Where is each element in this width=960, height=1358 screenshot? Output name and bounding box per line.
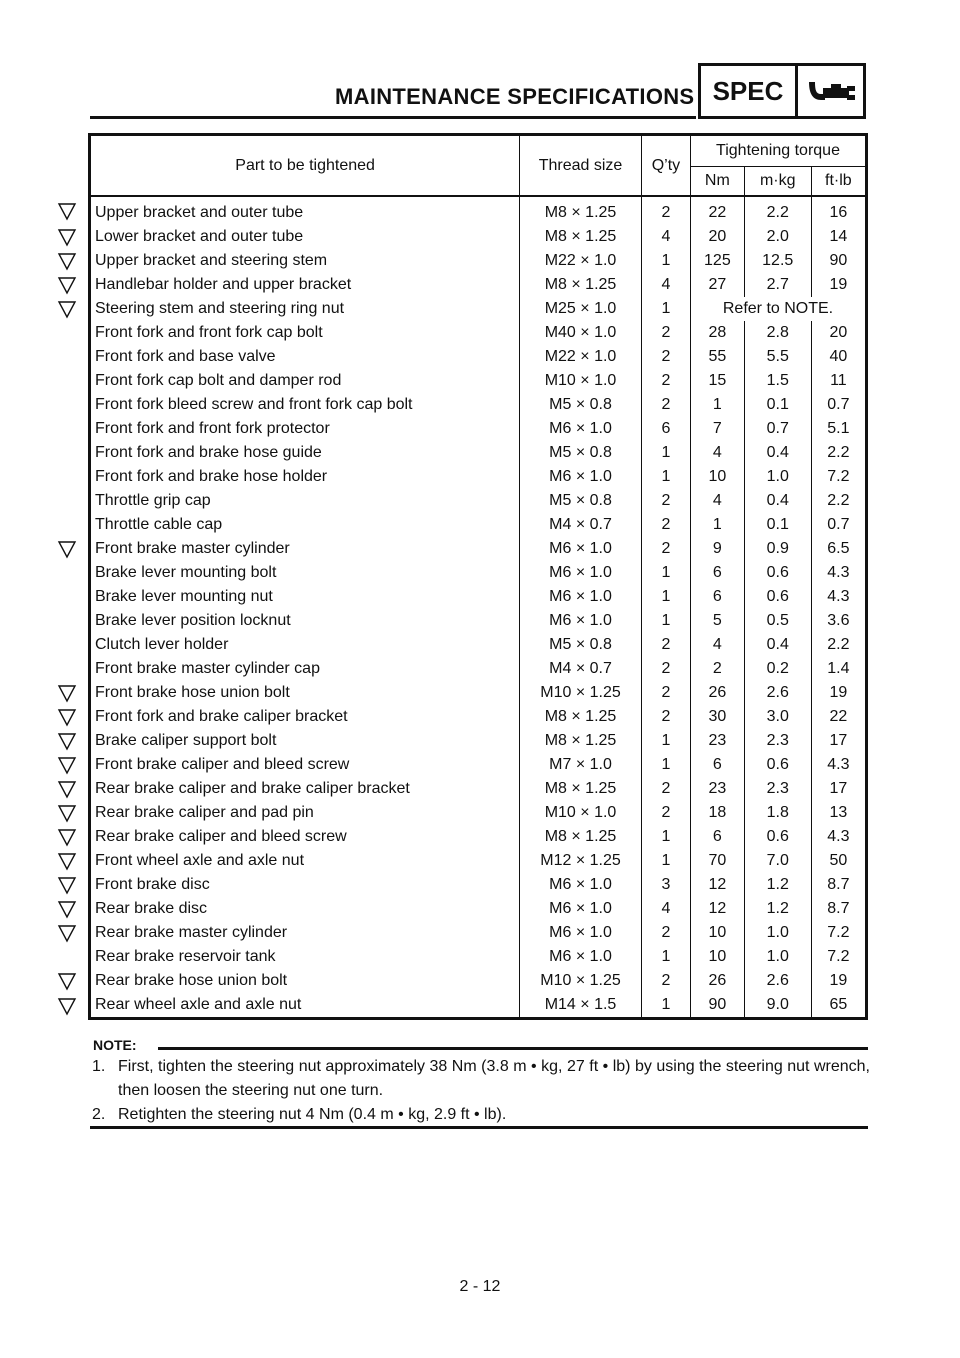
qty-cell: 2 (641, 801, 690, 825)
note-rule-bottom (90, 1126, 868, 1129)
ftlb-cell: 40 (829, 348, 848, 365)
mkg-cell: 0.2 (744, 657, 811, 681)
note-label: NOTE: (93, 1037, 137, 1053)
mkg-cell: 2.6 (744, 681, 811, 705)
thread-cell: M6 × 1.0 (520, 873, 642, 897)
thread-cell: M8 × 1.25 (520, 225, 642, 249)
qty-cell: 1 (641, 585, 690, 609)
qty-cell: 1 (641, 297, 690, 321)
part-cell: Throttle grip cap (90, 489, 520, 513)
tighten-triangle-icon (56, 275, 78, 295)
qty-cell: 2 (641, 537, 690, 561)
thread-cell: M5 × 0.8 (520, 489, 642, 513)
ftlb-cell: 0.7 (827, 396, 850, 413)
part-cell: Rear wheel axle and axle nut (90, 993, 520, 1019)
tighten-triangle-icon (56, 996, 78, 1016)
note-number: 2. (92, 1106, 106, 1123)
table-row (90, 196, 867, 225)
nm-cell: 10 (691, 921, 745, 945)
qty-cell: 2 (641, 705, 690, 729)
table-row (90, 489, 867, 513)
qty-cell: 1 (641, 849, 690, 873)
table-row (90, 561, 867, 585)
nm-cell: 7 (691, 417, 745, 441)
ftlb-cell: 7.2 (827, 468, 850, 485)
header-torque: Tightening torque (691, 135, 867, 167)
nm-cell: 12 (691, 897, 745, 921)
table-row (90, 993, 867, 1019)
section-badge (698, 63, 866, 119)
table-row (90, 417, 867, 441)
ftlb-cell: 20 (829, 324, 848, 341)
nm-cell: 70 (691, 849, 745, 873)
part-cell: Front fork and base valve (90, 345, 520, 369)
note-item (92, 1103, 870, 1127)
nm-cell: 10 (691, 945, 745, 969)
table-row (90, 537, 867, 561)
table-row (90, 585, 867, 609)
torque-table (88, 133, 868, 1020)
mkg-cell: 1.2 (744, 873, 811, 897)
table-row (90, 249, 867, 273)
table-row (90, 297, 867, 321)
part-cell: Upper bracket and outer tube (90, 196, 520, 225)
ftlb-cell: 19 (829, 276, 848, 293)
mkg-cell: 0.5 (744, 609, 811, 633)
table-row (90, 945, 867, 969)
qty-cell: 1 (641, 465, 690, 489)
qty-cell: 2 (641, 196, 690, 225)
part-cell: Handlebar holder and upper bracket (90, 273, 520, 297)
thread-cell: M10 × 1.0 (520, 369, 642, 393)
thread-cell: M10 × 1.0 (520, 801, 642, 825)
note-text: Retighten the steering nut 4 Nm (0.4 m • kg, 2.9 ft • lb). (118, 1106, 507, 1123)
thread-cell: M5 × 0.8 (520, 441, 642, 465)
mkg-cell: 0.6 (744, 825, 811, 849)
part-cell: Rear brake master cylinder (90, 921, 520, 945)
mkg-cell: 2.7 (744, 273, 811, 297)
qty-cell: 2 (641, 489, 690, 513)
part-cell: Front fork and front fork cap bolt (90, 321, 520, 345)
part-cell: Front fork and brake hose guide (90, 441, 520, 465)
nm-cell: 20 (691, 225, 745, 249)
header-rule (90, 116, 696, 119)
table-row (90, 513, 867, 537)
part-cell: Front fork and front fork protector (90, 417, 520, 441)
torque-note-cell: Refer to NOTE. (722, 300, 834, 317)
header-ftlb: ft·lb (825, 172, 852, 189)
nm-cell: 23 (691, 729, 745, 753)
part-cell: Front fork bleed screw and front fork cap bolt (90, 393, 520, 417)
thread-cell: M6 × 1.0 (520, 465, 642, 489)
thread-cell: M4 × 0.7 (520, 657, 642, 681)
mkg-cell: 1.0 (744, 921, 811, 945)
ftlb-cell: 14 (829, 228, 848, 245)
part-cell: Brake lever position locknut (90, 609, 520, 633)
ftlb-cell: 0.7 (827, 516, 850, 533)
nm-cell: 90 (691, 993, 745, 1019)
thread-cell: M8 × 1.25 (520, 729, 642, 753)
qty-cell: 2 (641, 921, 690, 945)
tighten-triangle-icon (56, 683, 78, 703)
note-list (92, 1055, 870, 1127)
qty-cell: 2 (641, 513, 690, 537)
nm-cell: 26 (691, 681, 745, 705)
table-row (90, 729, 867, 753)
ftlb-cell: 5.1 (827, 420, 850, 437)
nm-cell: 55 (691, 345, 745, 369)
thread-cell: M22 × 1.0 (520, 249, 642, 273)
nm-cell: 6 (691, 753, 745, 777)
ftlb-cell: 65 (829, 996, 848, 1013)
nm-cell: 1 (691, 513, 745, 537)
qty-cell: 1 (641, 249, 690, 273)
thread-cell: M5 × 0.8 (520, 393, 642, 417)
part-cell: Front brake master cylinder cap (90, 657, 520, 681)
note-number: 1. (92, 1058, 106, 1075)
ftlb-cell: 4.3 (827, 756, 850, 773)
nm-cell: 6 (691, 585, 745, 609)
ftlb-cell: 3.6 (827, 612, 850, 629)
ftlb-cell: 19 (829, 684, 848, 701)
table-row (90, 273, 867, 297)
qty-cell: 4 (641, 225, 690, 249)
mkg-cell: 2.3 (744, 729, 811, 753)
tighten-triangle-icon (56, 251, 78, 271)
thread-cell: M8 × 1.25 (520, 777, 642, 801)
part-cell: Front fork and brake hose holder (90, 465, 520, 489)
tighten-triangle-icon (56, 899, 78, 919)
thread-cell: M40 × 1.0 (520, 321, 642, 345)
mkg-cell: 0.4 (744, 633, 811, 657)
part-cell: Throttle cable cap (90, 513, 520, 537)
ftlb-cell: 1.4 (827, 660, 850, 677)
tighten-triangle-icon (56, 803, 78, 823)
mkg-cell: 5.5 (744, 345, 811, 369)
table-row (90, 681, 867, 705)
mkg-cell: 0.1 (744, 393, 811, 417)
nm-cell: 18 (691, 801, 745, 825)
nm-cell: 4 (691, 489, 745, 513)
qty-cell: 1 (641, 441, 690, 465)
ftlb-cell: 8.7 (827, 900, 850, 917)
mkg-cell: 1.5 (744, 369, 811, 393)
part-cell: Rear brake reservoir tank (90, 945, 520, 969)
tighten-triangle-icon (56, 201, 78, 221)
table-row (90, 849, 867, 873)
nm-cell: 5 (691, 609, 745, 633)
note-text: First, tighten the steering nut approximately 38 Nm (3.8 m • kg, 27 ft • lb) by using the steering nut wrench, then loosen the steering nut one turn. (118, 1058, 870, 1099)
table-row (90, 801, 867, 825)
tighten-triangle-icon (56, 851, 78, 871)
nm-cell: 22 (691, 196, 745, 225)
part-cell: Upper bracket and steering stem (90, 249, 520, 273)
table-row (90, 921, 867, 945)
part-cell: Lower bracket and outer tube (90, 225, 520, 249)
tighten-triangle-icon (56, 923, 78, 943)
table-row (90, 345, 867, 369)
part-cell: Steering stem and steering ring nut (90, 297, 520, 321)
nm-cell: 30 (691, 705, 745, 729)
mkg-cell: 2.3 (744, 777, 811, 801)
part-cell: Rear brake disc (90, 897, 520, 921)
mkg-cell: 2.2 (744, 196, 811, 225)
ftlb-cell: 16 (829, 204, 848, 221)
header-part: Part to be tightened (90, 135, 520, 197)
nm-cell: 1 (691, 393, 745, 417)
table-row (90, 441, 867, 465)
mkg-cell: 1.0 (744, 465, 811, 489)
nm-cell: 2 (691, 657, 745, 681)
table-row (90, 465, 867, 489)
thread-cell: M10 × 1.25 (520, 969, 642, 993)
part-cell: Front wheel axle and axle nut (90, 849, 520, 873)
ftlb-cell: 8.7 (827, 876, 850, 893)
thread-cell: M7 × 1.0 (520, 753, 642, 777)
part-cell: Rear brake caliper and brake caliper bracket (90, 777, 520, 801)
ftlb-cell: 2.2 (827, 636, 850, 653)
mkg-cell: 2.8 (744, 321, 811, 345)
part-cell: Front fork cap bolt and damper rod (90, 369, 520, 393)
tighten-triangle-icon (56, 299, 78, 319)
thread-cell: M8 × 1.25 (520, 705, 642, 729)
tighten-triangle-icon (56, 539, 78, 559)
mkg-cell: 2.6 (744, 969, 811, 993)
thread-cell: M8 × 1.25 (520, 196, 642, 225)
thread-cell: M6 × 1.0 (520, 537, 642, 561)
qty-cell: 4 (641, 273, 690, 297)
nm-cell: 12 (691, 873, 745, 897)
mkg-cell: 7.0 (744, 849, 811, 873)
thread-cell: M6 × 1.0 (520, 585, 642, 609)
thread-cell: M6 × 1.0 (520, 417, 642, 441)
qty-cell: 1 (641, 945, 690, 969)
qty-cell: 4 (641, 897, 690, 921)
table-row (90, 225, 867, 249)
thread-cell: M8 × 1.25 (520, 825, 642, 849)
nm-cell: 125 (691, 249, 745, 273)
mkg-cell: 0.6 (744, 585, 811, 609)
tighten-triangle-icon (56, 227, 78, 247)
ftlb-cell: 6.5 (827, 540, 850, 557)
table-row (90, 777, 867, 801)
thread-cell: M4 × 0.7 (520, 513, 642, 537)
page-number: 2 - 12 (459, 1278, 501, 1295)
qty-cell: 2 (641, 321, 690, 345)
thread-cell: M6 × 1.0 (520, 561, 642, 585)
tighten-triangle-icon (56, 779, 78, 799)
tighten-triangle-icon (56, 707, 78, 727)
header-qty: Q’ty (641, 135, 690, 197)
tighten-triangle-icon (56, 731, 78, 751)
mkg-cell: 1.2 (744, 897, 811, 921)
mkg-cell: 12.5 (744, 249, 811, 273)
ftlb-cell: 90 (829, 252, 848, 269)
mkg-cell: 1.0 (744, 945, 811, 969)
table-row (90, 633, 867, 657)
qty-cell: 2 (641, 681, 690, 705)
qty-cell: 2 (641, 657, 690, 681)
qty-cell: 6 (641, 417, 690, 441)
mkg-cell: 0.6 (744, 561, 811, 585)
nm-cell: 15 (691, 369, 745, 393)
ftlb-cell: 4.3 (827, 828, 850, 845)
nm-cell: 28 (691, 321, 745, 345)
mkg-cell: 1.8 (744, 801, 811, 825)
mkg-cell: 0.1 (744, 513, 811, 537)
nm-cell: 27 (691, 273, 745, 297)
thread-cell: M10 × 1.25 (520, 681, 642, 705)
thread-cell: M6 × 1.0 (520, 609, 642, 633)
part-cell: Clutch lever holder (90, 633, 520, 657)
qty-cell: 1 (641, 609, 690, 633)
note-rule (158, 1047, 868, 1050)
table-row (90, 825, 867, 849)
nm-cell: 6 (691, 825, 745, 849)
ftlb-cell: 17 (829, 732, 848, 749)
header-mkg: m·kg (744, 167, 811, 197)
nm-cell: 10 (691, 465, 745, 489)
qty-cell: 2 (641, 393, 690, 417)
wrench-icon (798, 66, 863, 116)
note-item (92, 1055, 870, 1103)
tighten-triangle-icon (56, 875, 78, 895)
table-row (90, 705, 867, 729)
table-row (90, 321, 867, 345)
ftlb-cell: 11 (830, 372, 847, 389)
thread-cell: M12 × 1.25 (520, 849, 642, 873)
thread-cell: M22 × 1.0 (520, 345, 642, 369)
nm-cell: 9 (691, 537, 745, 561)
ftlb-cell: 17 (829, 780, 848, 797)
ftlb-cell: 2.2 (827, 492, 850, 509)
ftlb-cell: 4.3 (827, 588, 850, 605)
qty-cell: 1 (641, 825, 690, 849)
ftlb-cell: 19 (829, 972, 848, 989)
ftlb-cell: 13 (829, 804, 848, 821)
table-row (90, 873, 867, 897)
qty-cell: 1 (641, 561, 690, 585)
mkg-cell: 2.0 (744, 225, 811, 249)
qty-cell: 2 (641, 777, 690, 801)
mkg-cell: 0.9 (744, 537, 811, 561)
page-title: MAINTENANCE SPECIFICATIONS (335, 84, 695, 109)
thread-cell: M5 × 0.8 (520, 633, 642, 657)
mkg-cell: 0.7 (744, 417, 811, 441)
table-row (90, 609, 867, 633)
header-thread: Thread size (520, 135, 642, 197)
ftlb-cell: 2.2 (827, 444, 850, 461)
section-badge-label: SPEC (701, 66, 798, 116)
thread-cell: M8 × 1.25 (520, 273, 642, 297)
part-cell: Rear brake hose union bolt (90, 969, 520, 993)
mkg-cell: 0.4 (744, 441, 811, 465)
part-cell: Front brake caliper and bleed screw (90, 753, 520, 777)
part-cell: Brake lever mounting nut (90, 585, 520, 609)
nm-cell: 4 (691, 441, 745, 465)
part-cell: Front brake master cylinder (90, 537, 520, 561)
nm-cell: 4 (691, 633, 745, 657)
thread-cell: M25 × 1.0 (520, 297, 642, 321)
header-nm: Nm (691, 167, 745, 197)
qty-cell: 2 (641, 345, 690, 369)
ftlb-cell: 7.2 (827, 948, 850, 965)
nm-cell: 26 (691, 969, 745, 993)
part-cell: Front brake hose union bolt (90, 681, 520, 705)
thread-cell: M6 × 1.0 (520, 897, 642, 921)
qty-cell: 2 (641, 369, 690, 393)
ftlb-cell: 4.3 (827, 564, 850, 581)
part-cell: Rear brake caliper and bleed screw (90, 825, 520, 849)
part-cell: Brake caliper support bolt (90, 729, 520, 753)
qty-cell: 1 (641, 729, 690, 753)
mkg-cell: 0.6 (744, 753, 811, 777)
table-row (90, 393, 867, 417)
part-cell: Front brake disc (90, 873, 520, 897)
qty-cell: 2 (641, 969, 690, 993)
qty-cell: 1 (641, 753, 690, 777)
ftlb-cell: 7.2 (827, 924, 850, 941)
mkg-cell: 0.4 (744, 489, 811, 513)
part-cell: Brake lever mounting bolt (90, 561, 520, 585)
thread-cell: M14 × 1.5 (520, 993, 642, 1019)
ftlb-cell: 50 (829, 852, 848, 869)
part-cell: Front fork and brake caliper bracket (90, 705, 520, 729)
mkg-cell: 9.0 (744, 993, 811, 1019)
tighten-triangle-icon (56, 827, 78, 847)
ftlb-cell: 22 (829, 708, 848, 725)
table-row (90, 657, 867, 681)
qty-cell: 3 (641, 873, 690, 897)
table-row (90, 369, 867, 393)
table-row (90, 753, 867, 777)
thread-cell: M6 × 1.0 (520, 921, 642, 945)
qty-cell: 2 (641, 633, 690, 657)
part-cell: Rear brake caliper and pad pin (90, 801, 520, 825)
table-row (90, 969, 867, 993)
nm-cell: 6 (691, 561, 745, 585)
qty-cell: 1 (641, 993, 690, 1019)
thread-cell: M6 × 1.0 (520, 945, 642, 969)
table-row (90, 897, 867, 921)
tighten-triangle-icon (56, 755, 78, 775)
mkg-cell: 3.0 (744, 705, 811, 729)
tighten-triangle-icon (56, 971, 78, 991)
nm-cell: 23 (691, 777, 745, 801)
